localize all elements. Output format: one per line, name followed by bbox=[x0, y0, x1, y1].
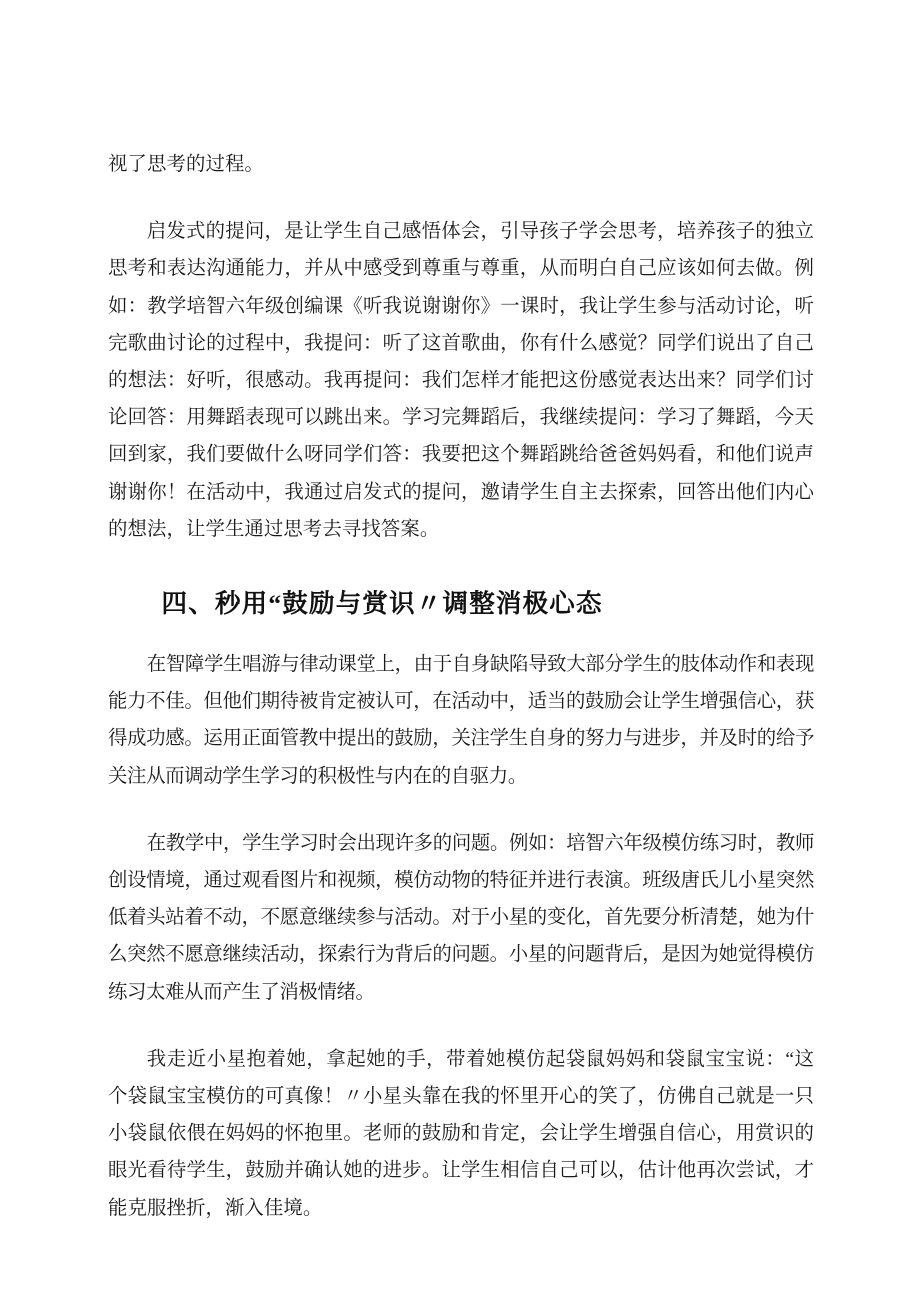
paragraph-xiaoxing-kangaroo: 我走近小星抱着她，拿起她的手，带着她模仿起袋鼠妈妈和袋鼠宝宝说：“这个袋鼠宝宝模仿的可真像！〃小星头靠在我的怀里开心的笑了，仿佛自己就是一只小袋鼠依偎在妈妈的怀抱里。老师的鼓励和肯定，会让学生增强自信心，用赏识的眼光看待学生，鼓励并确认她的进步。让学生相信自己可以，估计他再次尝试，才能克服挫折，渐入佳境。 bbox=[108, 1048, 814, 1219]
paragraph-teaching-problems: 在教学中，学生学习时会出现许多的问题。例如：培智六年级模仿练习时，教师创设情境，通过观看图片和视频，模仿动物的特征并进行表演。班级唐氏儿小星突然低着头站着不动，不愿意继续参与活动。对于小星的变化，首先要分析清楚，她为什么突然不愿意继续活动，探索行为背后的问题。小星的问题背后，是因为她觉得模仿练习太难从而产生了消极情绪。 bbox=[108, 832, 814, 1003]
paragraph-enlightening-questioning: 启发式的提问，是让学生自己感悟体会，引导孩子学会思考，培养孩子的独立思考和表达沟通能力，并从中感受到尊重与尊重，从而明白自己应该如何去做。例如：教学培智六年级创编课《听我说谢谢你》一课时，我让学生参与活动讨论，听完歌曲讨论的过程中，我提问：听了这首歌曲，你有什么感觉？同学们说出了自己的想法：好听，很感动。我再提问：我们怎样才能把这份感觉表达出来？同学们讨论回答：用舞蹈表现可以跳出来。学习完舞蹈后，我继续提问：学习了舞蹈，今天回到家，我们要做什么呀同学们答：我要把这个舞蹈跳给爸爸妈妈看，和他们说声谢谢你！在活动中，我通过启发式的提问，邀请学生自主去探索，回答出他们内心的想法，让学生通过思考去寻找答案。 bbox=[108, 221, 814, 540]
paragraph-encouragement-classroom: 在智障学生唱游与律动课堂上，由于自身缺陷导致大部分学生的肢体动作和表现能力不佳。但他们期待被肯定被认可，在活动中，适当的鼓励会让学生增强信心，获得成功感。运用正面管教中提出的鼓励，关注学生自身的努力与进步，并及时的给予关注从而调动学生学习的积极性与内在的自驱力。 bbox=[108, 654, 814, 787]
spacer bbox=[108, 795, 814, 825]
spacer bbox=[108, 183, 814, 213]
spacer bbox=[108, 1011, 814, 1041]
spacer bbox=[108, 548, 814, 584]
section-heading: 四、秒用“鼓励与赏识〃调整消极心态 bbox=[161, 589, 603, 619]
continuation-line: 视了思考的过程。 bbox=[108, 154, 264, 175]
document-body bbox=[108, 146, 814, 1227]
spacer bbox=[108, 624, 814, 646]
